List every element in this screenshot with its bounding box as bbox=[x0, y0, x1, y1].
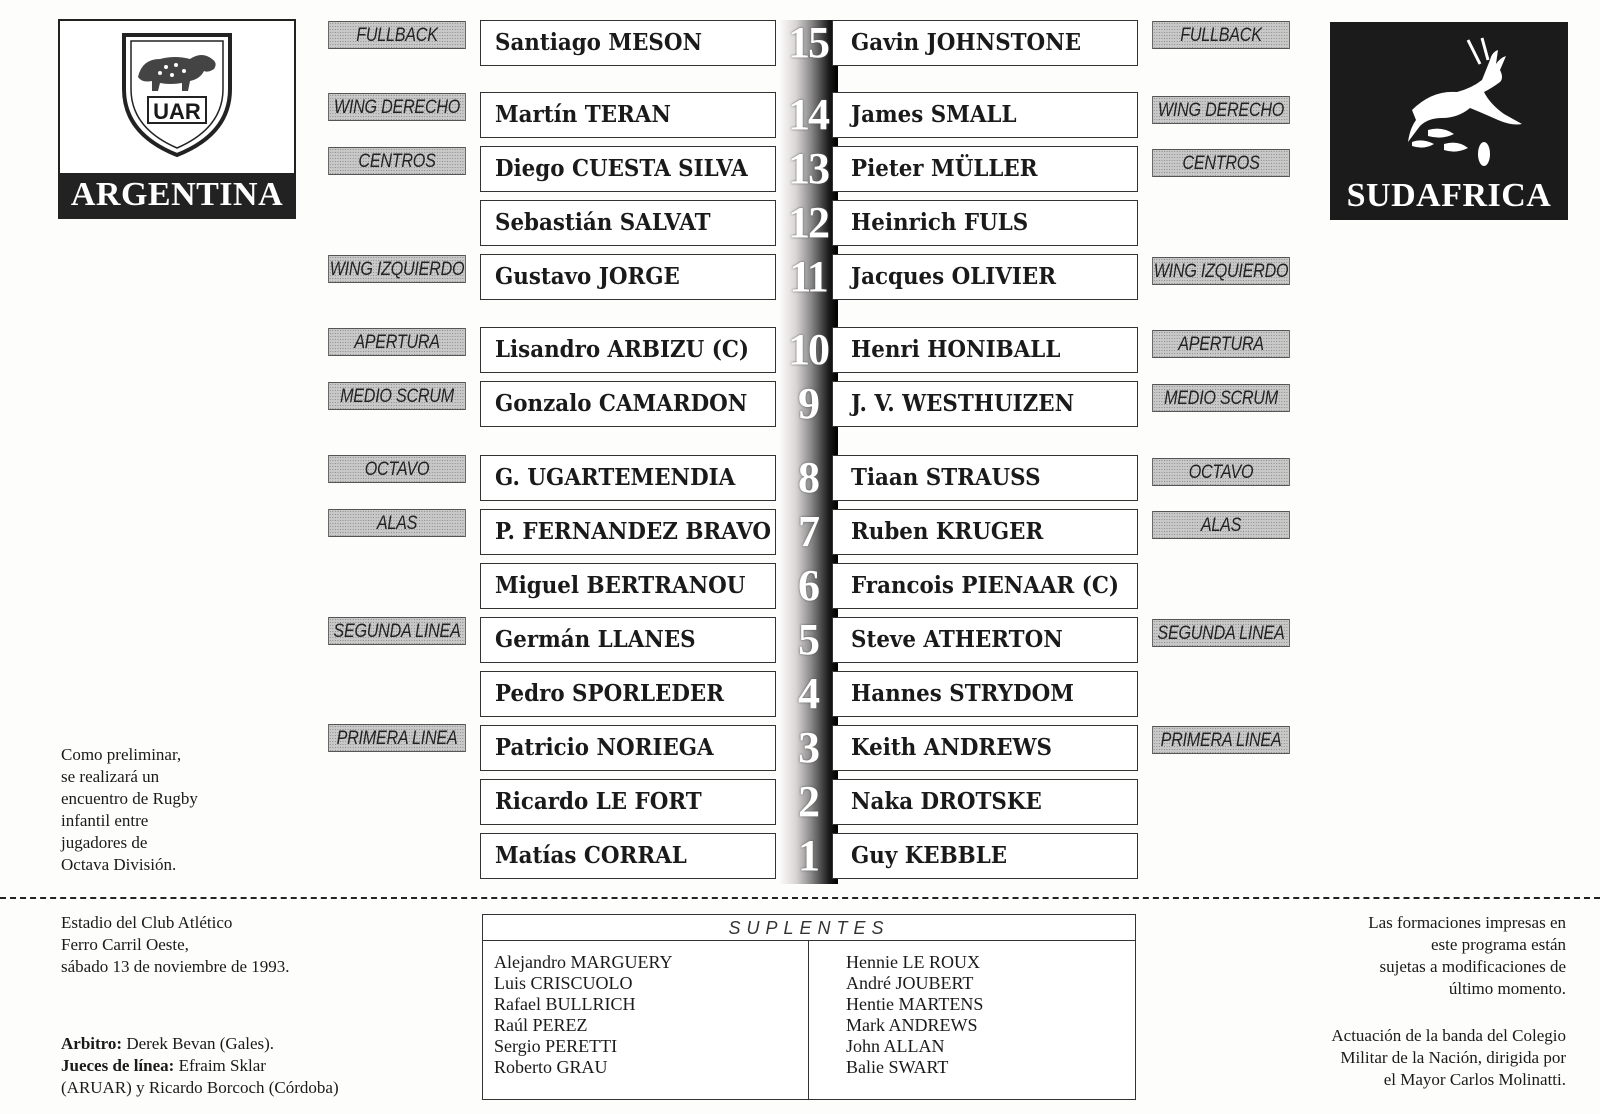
cut-line-divider bbox=[0, 897, 1600, 899]
arg-player-6: Miguel BERTRANOU bbox=[480, 563, 776, 609]
pos-left-wing-izquierdo: WING IZQUIERDO bbox=[328, 255, 466, 283]
sa-player-13: Pieter MÜLLER bbox=[832, 146, 1138, 192]
preliminar-note: Como preliminar, se realizará un encuentro de Rugby infantil entre jugadores de Octava División. bbox=[61, 745, 198, 874]
jersey-number-11: 11 bbox=[789, 252, 827, 301]
jersey-number-14: 14 bbox=[788, 90, 828, 139]
list-item: André JOUBERT bbox=[846, 973, 974, 993]
suplentes-column-divider bbox=[808, 940, 809, 1100]
arg-player-12: Sebastián SALVAT bbox=[480, 200, 776, 246]
springbok-icon bbox=[1372, 30, 1532, 170]
pos-right-wing-derecho: WING DERECHO bbox=[1152, 96, 1290, 124]
arg-player-4: Pedro SPORLEDER bbox=[480, 671, 776, 717]
arg-player-13: Diego CUESTA SILVA bbox=[480, 146, 776, 192]
pos-left-octavo: OCTAVO bbox=[328, 455, 466, 483]
jersey-number-3: 3 bbox=[798, 723, 818, 772]
arg-player-15: Santiago MESON bbox=[480, 20, 776, 66]
sa-player-12: Heinrich FULS bbox=[832, 200, 1138, 246]
jersey-number-9: 9 bbox=[798, 379, 818, 428]
lineup-disclaimer: Las formaciones impresas en este programa están sujetas a modificaciones de último momento. bbox=[1368, 913, 1566, 998]
arg-player-3: Patricio NORIEGA bbox=[480, 725, 776, 771]
jersey-number-7: 7 bbox=[798, 507, 818, 556]
jersey-number-5: 5 bbox=[798, 615, 818, 664]
sudafrica-team-name: SUDAFRICA bbox=[1332, 174, 1566, 218]
list-item: Mark ANDREWS bbox=[846, 1015, 978, 1035]
pos-left-fullback: FULLBACK bbox=[328, 21, 466, 49]
arg-player-10: Lisandro ARBIZU (C) bbox=[480, 327, 776, 373]
argentina-team-name: ARGENTINA bbox=[60, 173, 294, 217]
list-item: Luis CRISCUOLO bbox=[494, 973, 633, 993]
sa-player-4: Hannes STRYDOM bbox=[832, 671, 1138, 717]
arg-player-2: Ricardo LE FORT bbox=[480, 779, 776, 825]
argentina-badge bbox=[58, 19, 296, 219]
sudafrica-badge bbox=[1330, 22, 1568, 220]
sa-player-6: Francois PIENAAR (C) bbox=[832, 563, 1138, 609]
list-item: Hentie MARTENS bbox=[846, 994, 984, 1014]
jersey-number-8: 8 bbox=[798, 453, 818, 502]
jersey-number-10: 10 bbox=[788, 325, 828, 374]
uar-badge-text: UAR bbox=[153, 99, 201, 124]
pos-right-apertura: APERTURA bbox=[1152, 330, 1290, 358]
sa-player-11: Jacques OLIVIER bbox=[832, 254, 1138, 300]
pos-left-wing-derecho: WING DERECHO bbox=[328, 93, 466, 121]
jersey-number-4: 4 bbox=[798, 669, 818, 718]
arg-player-8: G. UGARTEMENDIA bbox=[480, 455, 776, 501]
arg-player-11: Gustavo JORGE bbox=[480, 254, 776, 300]
pos-right-fullback: FULLBACK bbox=[1152, 21, 1290, 49]
pos-right-primera-linea: PRIMERA LINEA bbox=[1152, 726, 1290, 754]
jersey-number-12: 12 bbox=[788, 198, 828, 247]
pos-right-octavo: OCTAVO bbox=[1152, 458, 1290, 486]
sa-player-15: Gavin JOHNSTONE bbox=[832, 20, 1138, 66]
officials-info: Arbitro: Derek Bevan (Gales). Jueces de línea: Efraim Sklar (ARUAR) y Ricardo Borcoch (Córdoba) bbox=[61, 1034, 339, 1097]
suplentes-argentina-list bbox=[494, 952, 673, 1078]
pos-left-segunda-linea: SEGUNDA LINEA bbox=[328, 617, 466, 645]
pos-right-medio-scrum: MEDIO SCRUM bbox=[1152, 384, 1290, 412]
sa-player-14: James SMALL bbox=[832, 92, 1138, 138]
suplentes-title: SUPLENTES bbox=[728, 918, 890, 938]
arg-player-9: Gonzalo CAMARDON bbox=[480, 381, 776, 427]
sa-player-8: Tiaan STRAUSS bbox=[832, 455, 1138, 501]
pos-left-apertura: APERTURA bbox=[328, 328, 466, 356]
sa-player-2: Naka DROTSKE bbox=[832, 779, 1138, 825]
list-item: John ALLAN bbox=[846, 1036, 945, 1056]
pos-left-centros: CENTROS bbox=[328, 147, 466, 175]
list-item: Alejandro MARGUERY bbox=[494, 952, 673, 972]
pos-left-primera-linea: PRIMERA LINEA bbox=[328, 724, 466, 752]
pos-right-alas: ALAS bbox=[1152, 511, 1290, 539]
sa-player-10: Henri HONIBALL bbox=[832, 327, 1138, 373]
pos-right-wing-izquierdo: WING IZQUIERDO bbox=[1152, 257, 1290, 285]
list-item: Rafael BULLRICH bbox=[494, 994, 636, 1014]
suplentes-title-divider bbox=[483, 940, 1135, 941]
jersey-number-15: 15 bbox=[788, 18, 828, 67]
banda-info: Actuación de la banda del Colegio Militar de la Nación, dirigida por el Mayor Carlos Molinatti. bbox=[1331, 1026, 1566, 1089]
pos-right-centros: CENTROS bbox=[1152, 149, 1290, 177]
list-item: Balie SWART bbox=[846, 1057, 949, 1077]
jersey-number-6: 6 bbox=[798, 561, 818, 610]
jersey-number-13: 13 bbox=[788, 144, 828, 193]
sa-player-3: Keith ANDREWS bbox=[832, 725, 1138, 771]
arg-player-7: P. FERNANDEZ BRAVO bbox=[480, 509, 776, 555]
arg-player-1: Matías CORRAL bbox=[480, 833, 776, 879]
list-item: Roberto GRAU bbox=[494, 1057, 608, 1077]
venue-info: Estadio del Club Atlético Ferro Carril Oeste, sábado 13 de noviembre de 1993. bbox=[61, 913, 290, 976]
sa-player-5: Steve ATHERTON bbox=[832, 617, 1138, 663]
jersey-number-1: 1 bbox=[798, 831, 818, 880]
pos-left-medio-scrum: MEDIO SCRUM bbox=[328, 382, 466, 410]
sa-player-7: Ruben KRUGER bbox=[832, 509, 1138, 555]
uar-shield-icon bbox=[120, 29, 234, 159]
pos-right-segunda-linea: SEGUNDA LINEA bbox=[1152, 619, 1290, 647]
sa-player-9: J. V. WESTHUIZEN bbox=[832, 381, 1138, 427]
list-item: Sergio PERETTI bbox=[494, 1036, 618, 1056]
pos-left-alas: ALAS bbox=[328, 509, 466, 537]
arg-player-14: Martín TERAN bbox=[480, 92, 776, 138]
arg-player-5: Germán LLANES bbox=[480, 617, 776, 663]
sa-player-1: Guy KEBBLE bbox=[832, 833, 1138, 879]
suplentes-sudafrica-list bbox=[846, 952, 983, 1078]
list-item: Hennie LE ROUX bbox=[846, 952, 980, 972]
list-item: Raúl PEREZ bbox=[494, 1015, 588, 1035]
jersey-number-2: 2 bbox=[798, 777, 818, 826]
